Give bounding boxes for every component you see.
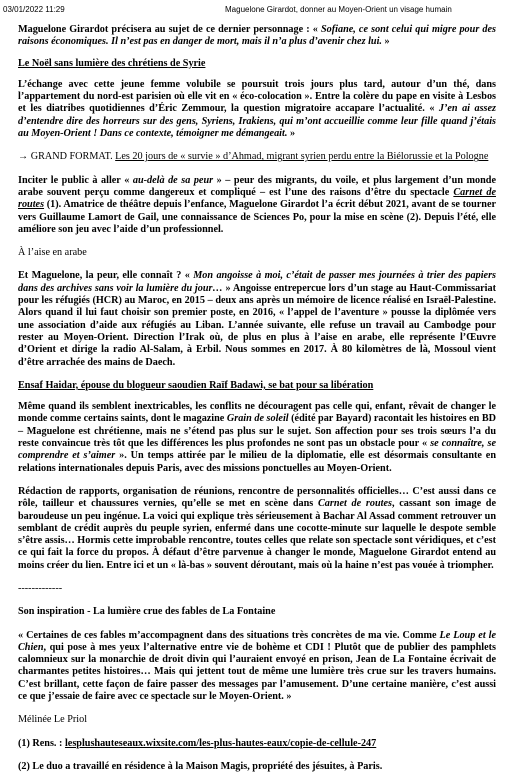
related-link-ensaf-text[interactable]: Ensaf Haidar, épouse du blogueur saoudien Raïf Badawi, se bat pour sa libération xyxy=(18,379,374,391)
print-header xyxy=(0,5,508,17)
related-link-noel[interactable] xyxy=(18,58,496,70)
paragraph-peur: Et Maguelone, la peur, elle connaît ? « Mon angoisse à moi, c’était de passer mes journées à trier des papiers dans des archives sans voir la lumière du jour… » Angoisse entrepercue lors d’un stage au Haut-Commissariat pour les réfugiés (HCR) au Maroc, en 2015 – deux ans après un mémoire de licence réalisé en Israël-Palestine. Alors quand il lui faut choisir son premier poste, en 2016, « l’appel de l’aventure » pousse la diplômée vers une association d’aide aux réfugiés au Liban. L’année suivante, elle refuse un travail au Cambodge pour rester au Moyen-Orient. Direction l’Irak où, de plus en plus à l’aise en arabe, elle représente l’Œuvre d’Orient et dirige la radio Al-Salam, à Erbil. Nous sommes en 2017. À 80 kilomètres de là, Mossoul vient d’être arrachée des mains de Daech. xyxy=(18,270,496,368)
paragraph-sofiane: Maguelone Girardot précisera au sujet de ce dernier personnage : « Sofiane, ce sont celui qui migre pour des raisons économiques. Il n’est pas en danger de mort, mais il n’a plus d’avenir chez lui. » xyxy=(18,24,496,48)
grand-format-link[interactable]: Les 20 jours de « survie » d’Ahmad, migrant syrien perdu entre la Biélorussie et la Pologne xyxy=(115,151,489,163)
author-byline: Mélinée Le Priol xyxy=(18,714,88,726)
paragraph-echange: L’échange avec cette jeune femme volubile se poursuit trois jours plus tard, autour d’un thé, dans l’appartement du nord-est parisien où elle vit en « éco-colocation ». Entre la colère du pape en visite à Lesbos et les diatribes quotidiennes d’Éric Zemmour, la question migratoire accapare l’actualité. « J’en ai assez d’entendre dire des horreurs sur des gens, Syriens, Irakiens, qui m’ont accueillie comme leur fille quand j’étais au Moyen-Orient ! Dans ce contexte, témoigner me démangeait. » xyxy=(18,78,496,140)
print-page-title: Maguelone Girardot, donner au Moyen-Orient un visage humain xyxy=(225,5,452,14)
paragraph-inciter: Inciter le public à aller « au-delà de sa peur » – peur des migrants, du voile, et plus largement d’un monde arabe souvent perçu comme dangereux et compliqué – est l’une des raisons d’être du spectacle Carnet de routes (1). Amatrice de théâtre depuis l’enfance, Maguelone Girardot l’a écrit début 2021, avant de se tourner vers Guillaume Lamort de Gail, une connaissance de Sciences Po, pour la mise en scène (2). Depuis l’été, elle améliore son jeu avec l’aide d’un professionnel. xyxy=(18,174,496,235)
paragraph-fables: « Certaines de ces fables m’accompagnent dans des situations très concrètes de ma vie. Comme Le Loup et le Chien, qui pose à mes yeux l’alternative entre vie de bohème et CDI ! Plutôt que de publier des pamphlets calomnieux sur la monarchie de droit divin qui l’auraient envoyé en prison, Jean de La Fontaine écrivait de charmantes petites histoires… Mais qui jettent tout de même une lumière très crue sur les travers humains. C’est brillant, cette façon de faire passer des messages par l’amusement. D’une certaine manière, c’est aussi ce que j’essaie de faire avec ce spectacle sur le Moyen-Orient. » xyxy=(18,629,497,703)
subheading-arabe: À l’aise en arabe xyxy=(18,247,87,259)
footnote-2: (2) Le duo a travaillé en résidence à la Maison Magis, propriété des jésuites, à Paris. xyxy=(18,760,383,772)
print-datetime: 03/01/2022 11:29 xyxy=(3,5,65,14)
subheading-inspiration: Son inspiration - La lumière crue des fables de La Fontaine xyxy=(18,606,276,618)
separator: ------------- xyxy=(18,582,63,594)
paragraph-conflits: Même quand ils semblent inextricables, les conflits ne découragent pas celle qui, enfant, rêvait de changer le monde comme certains saints, dont le magazine Grain de soleil (édité par Bayard) racontait les histoires en BD – Maguelone est chrétienne, mais ne s’étend pas plus sur le sujet. Son affection pour ses trois sœurs l’a du reste convaincue très tôt que les différences les plus profondes ne sont pas un obstacle pour « se connaître, se comprendre et s’aimer ». Un temps attirée par le milieu de la diplomatie, elle est désormais consultante en relations internationales depuis Paris, avec des missions ponctuelles au Moyen-Orient. xyxy=(18,401,496,474)
related-link-ensaf[interactable] xyxy=(18,380,496,392)
footnote-1-link[interactable]: lesplushauteseaux.wixsite.com/les-plus-hautes-eaux/copie-de-cellule-247 xyxy=(64,737,377,749)
footnote-1: (1) Rens. : lesplushauteseaux.wixsite.com/les-plus-hautes-eaux/copie-de-cellule-247 xyxy=(18,737,377,749)
grand-format-prefix: → GRAND FORMAT. xyxy=(18,151,116,163)
related-link-noel-text[interactable]: Le Noël sans lumière des chrétiens de Syrie xyxy=(18,57,206,69)
article-body xyxy=(18,24,496,784)
grand-format-line xyxy=(18,151,496,163)
paragraph-redaction: Rédaction de rapports, organisation de réunions, rencontre de personnalités officielles… C’est aussi dans ce rôle, tailleur et chaussures vernies, qu’elle se met en scène dans Carnet de routes, cassant son image de baroudeuse un peu ingénue. La voici qui explique très sérieusement à Bachar Al Assad comment retrouver un semblant de crédit auprès du peuple syrien, enfermé dans une cocotte-minute sur laquelle le despote semble s’être assis… Hormis cette improbable rencontre, toutes celles que relate son spectacle sont véridiques, et c’est ce qui fait la force du propos. À défaut d’être parvenue à changer le monde, Maguelone Girardot entend au moins créer du lien. Entre ici et un « là-bas » souvent déroutant, mais où la haine n’est pas vouée à triompher. xyxy=(18,485,496,571)
